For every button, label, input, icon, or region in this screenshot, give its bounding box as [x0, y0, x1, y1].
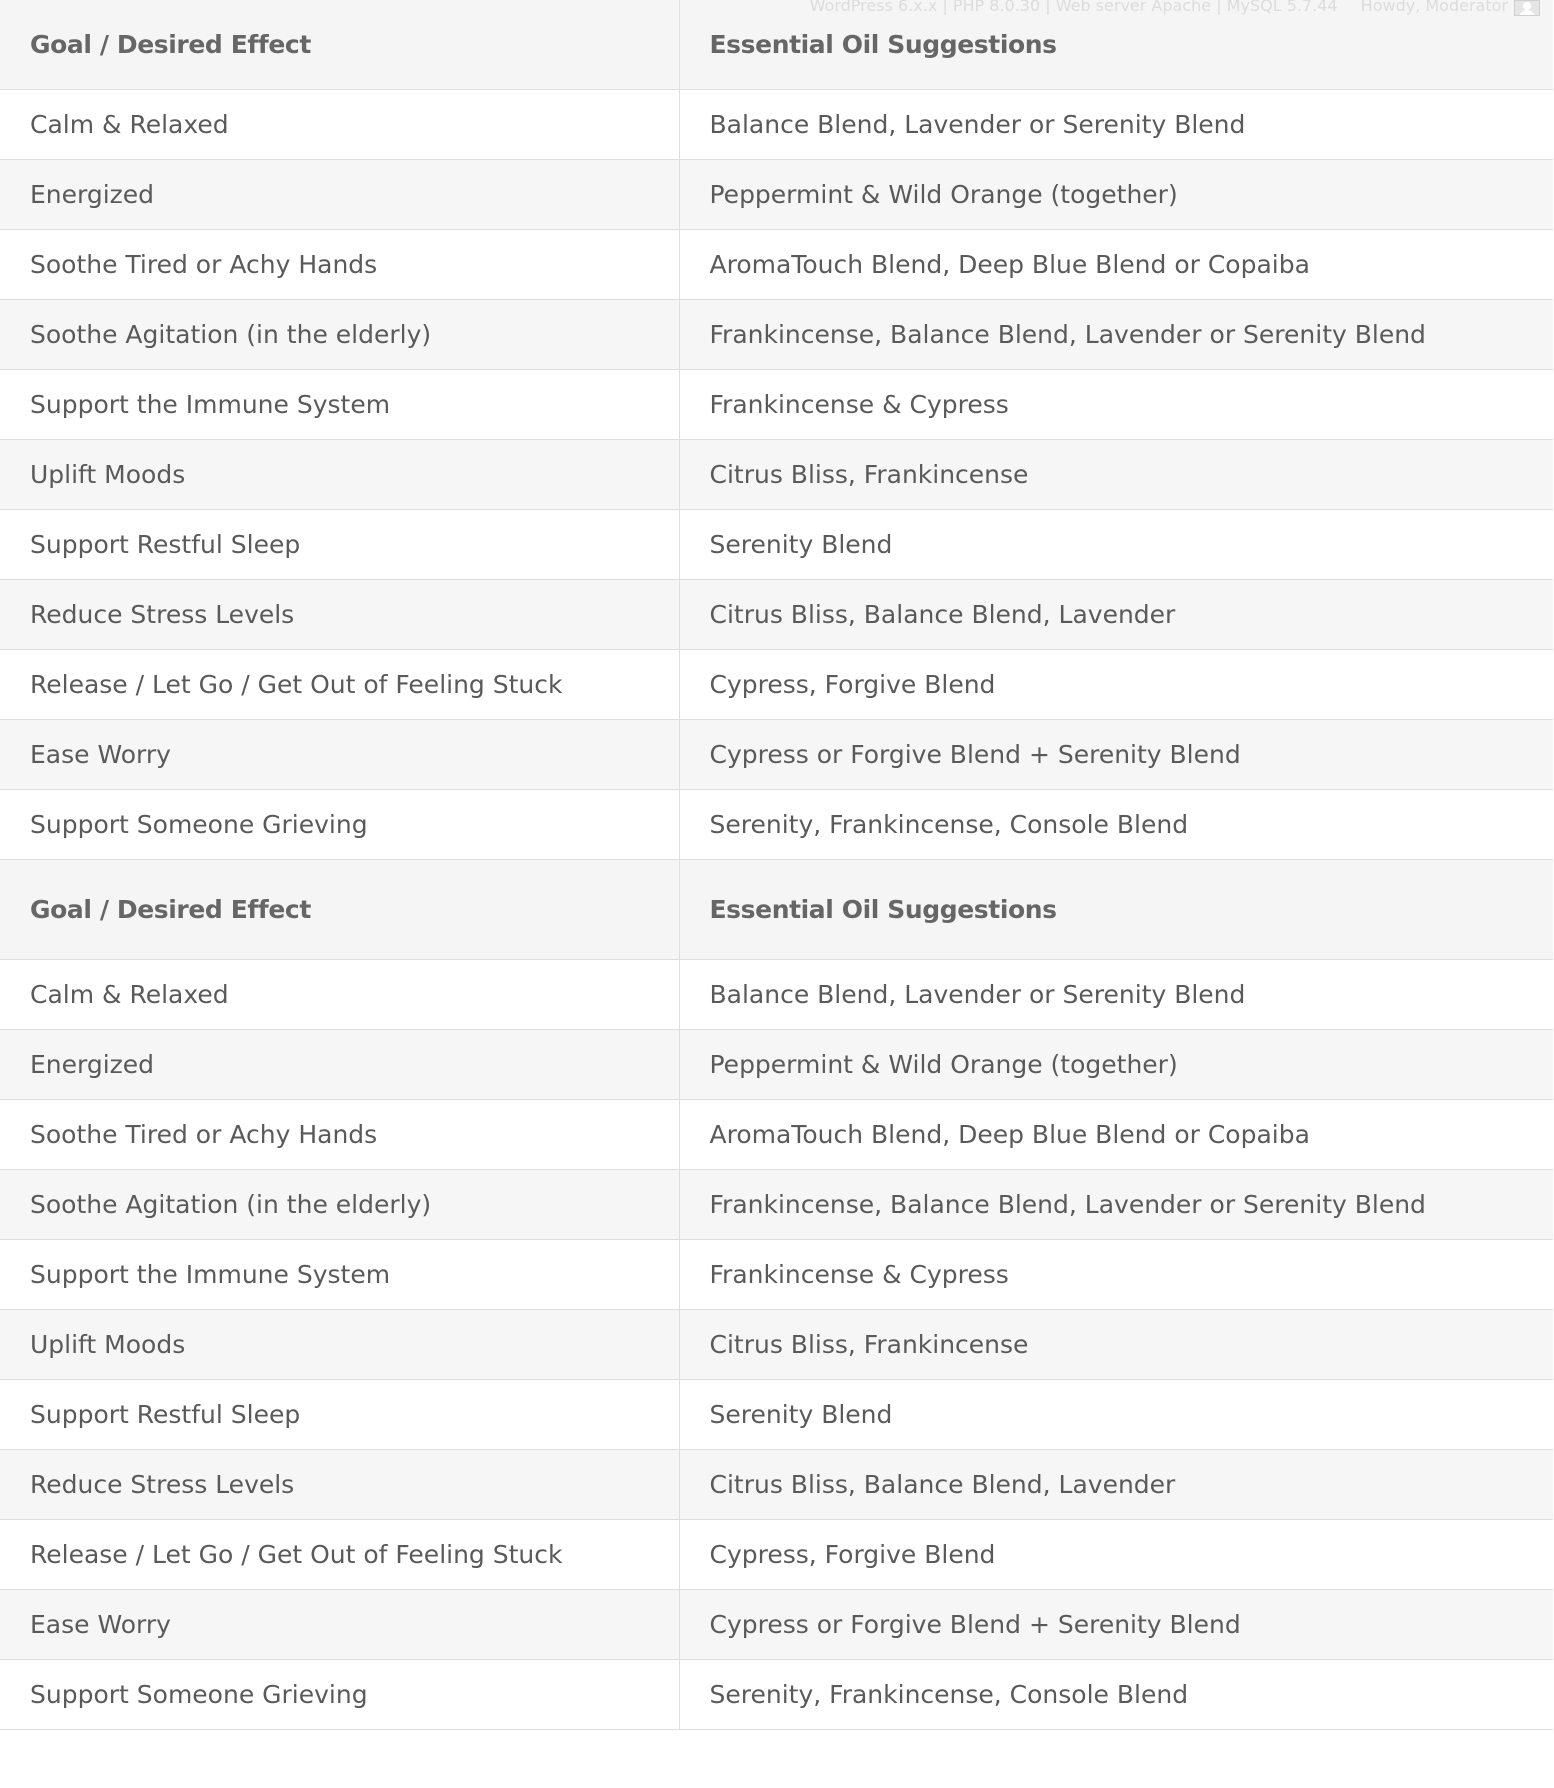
table-row	[0, 1659, 1553, 1729]
goal-cell: Soothe Tired or Achy Hands	[0, 229, 679, 299]
goal-cell: Support Someone Grieving	[0, 789, 679, 859]
oils-cell: Serenity, Frankincense, Console Blend	[679, 789, 1553, 859]
oils-cell: Cypress or Forgive Blend + Serenity Blend	[679, 719, 1553, 789]
goal-cell: Support Someone Grieving	[0, 1659, 679, 1729]
table-row	[0, 1029, 1553, 1099]
table-row	[0, 789, 1553, 859]
oils-cell: Citrus Bliss, Frankincense	[679, 1309, 1553, 1379]
oils-cell: Citrus Bliss, Balance Blend, Lavender	[679, 579, 1553, 649]
table-header-row	[0, 859, 1553, 959]
admin-bar	[750, 0, 1554, 18]
table-row	[0, 1099, 1553, 1169]
goal-cell: Soothe Agitation (in the elderly)	[0, 1169, 679, 1239]
oils-cell: Cypress, Forgive Blend	[679, 649, 1553, 719]
table-row	[0, 1309, 1553, 1379]
oils-cell: Frankincense, Balance Blend, Lavender or Serenity Blend	[679, 1169, 1553, 1239]
table-row	[0, 229, 1553, 299]
header-goal: Goal / Desired Effect	[0, 859, 679, 959]
oils-cell: Frankincense, Balance Blend, Lavender or Serenity Blend	[679, 299, 1553, 369]
oils-cell: Serenity Blend	[679, 1379, 1553, 1449]
goal-cell: Energized	[0, 1029, 679, 1099]
table-row	[0, 159, 1553, 229]
oils-cell: Frankincense & Cypress	[679, 369, 1553, 439]
table-row	[0, 579, 1553, 649]
header-oils: Essential Oil Suggestions	[679, 0, 1553, 89]
goal-cell: Soothe Tired or Achy Hands	[0, 1099, 679, 1169]
goal-cell: Support the Immune System	[0, 1239, 679, 1309]
header-oils: Essential Oil Suggestions	[679, 859, 1553, 959]
table-row	[0, 959, 1553, 1029]
oils-cell: Citrus Bliss, Frankincense	[679, 439, 1553, 509]
oils-cell: Cypress, Forgive Blend	[679, 1519, 1553, 1589]
table-row	[0, 509, 1553, 579]
goal-cell: Ease Worry	[0, 719, 679, 789]
table-row	[0, 1169, 1553, 1239]
goal-cell: Soothe Agitation (in the elderly)	[0, 299, 679, 369]
goal-cell: Ease Worry	[0, 1589, 679, 1659]
goal-cell: Release / Let Go / Get Out of Feeling Stuck	[0, 649, 679, 719]
goal-cell: Support the Immune System	[0, 369, 679, 439]
table-row	[0, 1589, 1553, 1659]
table-row	[0, 1519, 1553, 1589]
table-row	[0, 439, 1553, 509]
table-row	[0, 369, 1553, 439]
goal-cell: Calm & Relaxed	[0, 959, 679, 1029]
goal-cell: Reduce Stress Levels	[0, 579, 679, 649]
user-avatar-icon[interactable]	[1514, 0, 1540, 16]
goal-cell: Calm & Relaxed	[0, 89, 679, 159]
goal-cell: Reduce Stress Levels	[0, 1449, 679, 1519]
table-row	[0, 89, 1553, 159]
avatar-head-shape	[1523, 2, 1531, 10]
oils-cell: Citrus Bliss, Balance Blend, Lavender	[679, 1449, 1553, 1519]
goal-cell: Release / Let Go / Get Out of Feeling Stuck	[0, 1519, 679, 1589]
oils-cell: Serenity Blend	[679, 509, 1553, 579]
table-row	[0, 1449, 1553, 1519]
goal-cell: Energized	[0, 159, 679, 229]
oils-cell: AromaTouch Blend, Deep Blue Blend or Copaiba	[679, 229, 1553, 299]
table-row	[0, 1379, 1553, 1449]
avatar-shoulders-shape	[1519, 10, 1535, 16]
table-row	[0, 299, 1553, 369]
oils-cell: AromaTouch Blend, Deep Blue Blend or Copaiba	[679, 1099, 1553, 1169]
oils-cell: Balance Blend, Lavender or Serenity Blend	[679, 959, 1553, 1029]
oils-cell: Frankincense & Cypress	[679, 1239, 1553, 1309]
oils-cell: Cypress or Forgive Blend + Serenity Blend	[679, 1589, 1553, 1659]
table-row	[0, 719, 1553, 789]
admin-bar-howdy-link[interactable]: Howdy, Moderator	[1360, 0, 1508, 15]
goal-cell: Support Restful Sleep	[0, 509, 679, 579]
goal-cell: Uplift Moods	[0, 439, 679, 509]
admin-bar-server-info: WordPress 6.x.x | PHP 8.0.30 | Web server Apache | MySQL 5.7.44	[809, 0, 1338, 15]
table-row	[0, 1239, 1553, 1309]
goal-cell: Support Restful Sleep	[0, 1379, 679, 1449]
oils-cell: Peppermint & Wild Orange (together)	[679, 159, 1553, 229]
oils-cell: Peppermint & Wild Orange (together)	[679, 1029, 1553, 1099]
oils-cell: Balance Blend, Lavender or Serenity Blend	[679, 89, 1553, 159]
header-goal: Goal / Desired Effect	[0, 0, 679, 89]
oils-cell: Serenity, Frankincense, Console Blend	[679, 1659, 1553, 1729]
goal-cell: Uplift Moods	[0, 1309, 679, 1379]
table-row	[0, 649, 1553, 719]
